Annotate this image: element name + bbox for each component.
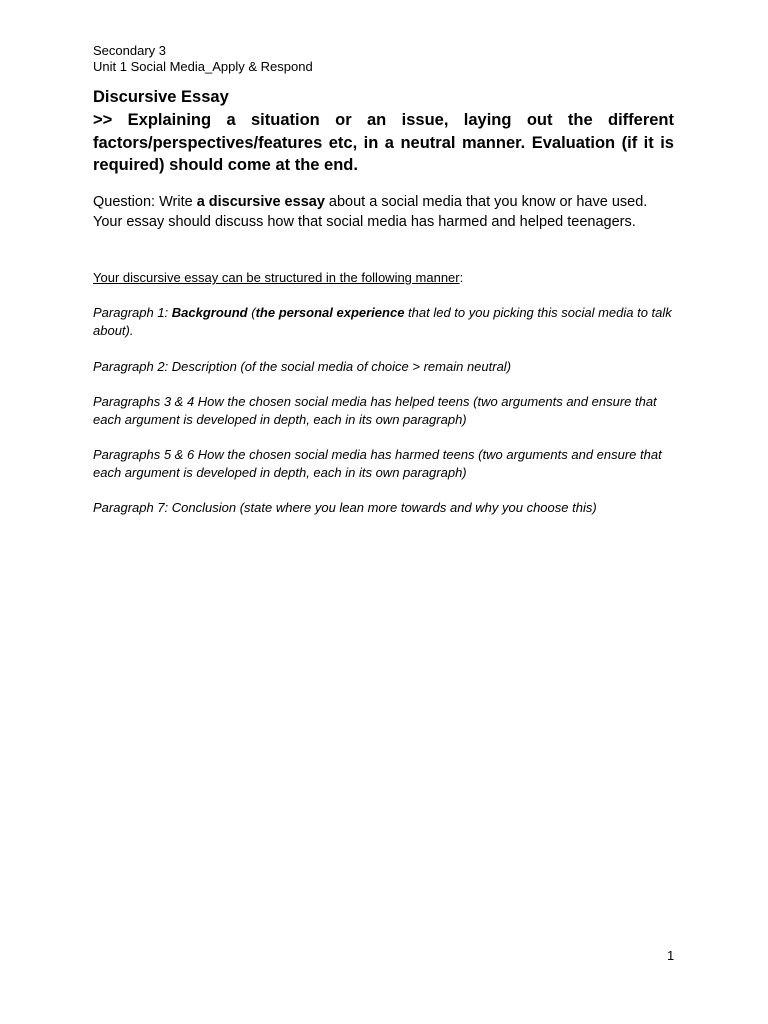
p1-label: Paragraph 1: [93, 305, 172, 320]
p1-background: Background [171, 305, 248, 320]
header-unit-title: Unit 1 Social Media_Apply & Respond [93, 59, 313, 74]
p1-personal-experience: the personal experience [255, 305, 405, 320]
page-number: 1 [667, 948, 675, 963]
structure-note-underlined: Your discursive essay can be structured in the following manner [93, 270, 460, 285]
question-prefix: Question: Write [93, 194, 197, 210]
p1-open-paren: ( [247, 305, 256, 320]
structure-note-colon: : [459, 270, 464, 285]
question-suffix: about a social media that you know or have used. Your essay should discuss how that social media has harmed and helped teenagers. [93, 194, 648, 230]
paragraph-7-guide: Paragraph 7: Conclusion (state where you lean more towards and why you choose this) [93, 500, 597, 515]
p1-rest: that led to you picking this social media to talk about). [93, 305, 672, 338]
paragraphs-5-6-guide: Paragraphs 5 & 6 How the chosen social media has harmed teens (two arguments and ensure that each argument is developed in depth, each in its own paragraph) [93, 447, 662, 480]
paragraphs-3-4-guide: Paragraphs 3 & 4 How the chosen social media has helped teens (two arguments and ensure that each argument is developed in depth, each in its own paragraph) [93, 394, 657, 427]
question-bold-term: a discursive essay [196, 194, 325, 210]
paragraph-2-guide: Paragraph 2: Description (of the social media of choice > remain neutral) [93, 359, 512, 374]
question-prompt [93, 193, 678, 232]
paragraph-1-guide [93, 304, 678, 339]
structure-note [93, 269, 463, 286]
header-class-level: Secondary 3 [93, 43, 166, 58]
page-title: Discursive Essay [93, 88, 229, 106]
essay-definition: >> Explaining a situation or an issue, laying out the different factors/perspectives/features etc, in a neutral manner. Evaluation (if it is required) should come at the end. [93, 111, 674, 174]
